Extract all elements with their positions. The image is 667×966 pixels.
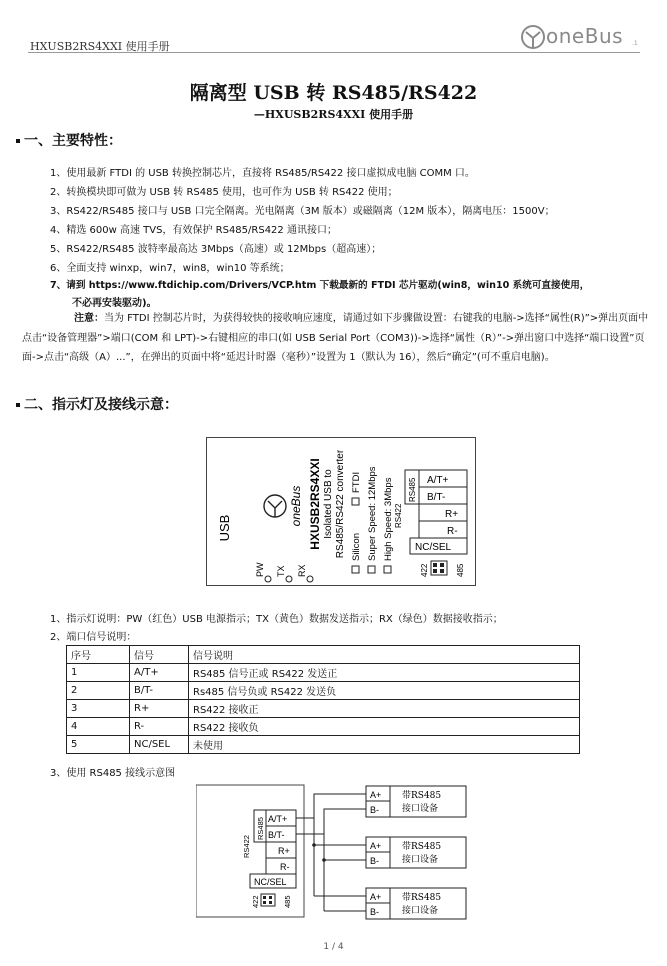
- table-row: 2 B/T- Rs485 信号负或 RS422 发送负: [67, 682, 580, 700]
- opt-ftdi: FTDI: [351, 471, 362, 493]
- term-r-plus: R+: [445, 509, 459, 520]
- signal-table: [66, 645, 580, 754]
- opt-silicon-checkbox: [352, 566, 359, 573]
- table-row: 1 A/T+ RS485 信号正或 RS422 发送正: [67, 664, 580, 682]
- svg-text:带RS485: 带RS485: [402, 893, 442, 903]
- feature-item: 2、转换模块即可做为 USB 转 RS485 使用，也可作为 USB 转 RS422 使用；: [50, 187, 398, 198]
- led-tx-label: TX: [276, 565, 286, 577]
- feature-item-driver: 7、请到 https://www.ftdichip.com/Drivers/VCP.htm 下载最新的 FTDI 芯片驱动(win8，win10 系统可直接使用，: [50, 280, 590, 291]
- wiring-diagram: [196, 784, 472, 922]
- feature-item: 1、使用最新 FTDI 的 USB 转换控制芯片，直接将 RS485/RS422 接口虚拟成电脑 COMM 口。: [50, 168, 475, 179]
- board-brand: oneBus: [289, 485, 303, 527]
- onebus-logo: [520, 22, 640, 52]
- w-term-bt: B/T-: [268, 830, 285, 840]
- section-bullet-icon: [16, 403, 20, 407]
- lbl-rs485: RS485: [408, 477, 417, 502]
- led-tx-icon: [286, 576, 292, 582]
- note-label: 注意：: [74, 313, 104, 324]
- board-desc1: Isolated USB to: [323, 469, 334, 539]
- feature-item: 3、RS422/RS485 接口与 USB 口完全隔离。光电隔离（3M 版本）或磁隔离（12M 版本），隔离电压：1500V；: [50, 206, 555, 217]
- w-jp-485: 485: [283, 895, 292, 908]
- table-row: 4 R- RS422 接收负: [67, 718, 580, 736]
- jp-422: 422: [420, 563, 429, 577]
- jp-485: 485: [456, 563, 465, 577]
- svg-text:B-: B-: [370, 856, 379, 866]
- feature-item: 5、RS422/RS485 波特率最高达 3Mbps（高速）或 12Mbps（超高速）；: [50, 244, 382, 255]
- table-row: 3 R+ RS422 接收正: [67, 700, 580, 718]
- svg-text:B-: B-: [370, 907, 379, 917]
- table-header: 信号说明: [189, 646, 580, 664]
- page-number: 1 / 4: [323, 942, 344, 952]
- led-rx-label: RX: [297, 564, 307, 577]
- table-header: 信号: [130, 646, 189, 664]
- board-desc2: RS485/RS422 converter: [335, 449, 346, 559]
- svg-text:带RS485: 带RS485: [402, 842, 442, 852]
- board-diagram: [206, 437, 476, 586]
- w-jp-422: 422: [251, 895, 260, 908]
- w-lbl-rs422: RS422: [242, 835, 251, 858]
- board-usb-label: USB: [217, 514, 232, 542]
- svg-text:A+: A+: [370, 790, 382, 800]
- feature-item-driver-cont: 不必再安装驱动)。: [72, 298, 157, 309]
- note-text: 当为 FTDI 控制芯片时，为获得较快的接收响应速度，请通过如下步骤做设置：右键我的电脑->选择“属性(R)”>弹出页面中点击“设备管理器”>端口(COM 和 LPT)->右键相应的串口(如 USB Serial Port（COM3))->选择“属性（R）”->弹出窗口中选择“端口设置”页面->点击“高级（A）...”，在弹出的页面中将“延迟计时器（毫秒）”设置为 1（默认为 16），然后“确定”(可不重启电脑)。: [22, 313, 649, 363]
- svg-text:B-: B-: [370, 805, 379, 815]
- table-row: 5 NC/SEL 未使用: [67, 736, 580, 754]
- lbl-rs422: RS422: [394, 503, 403, 528]
- page-subtitle: —HXUSB2RS4XXI 使用手册: [253, 108, 414, 121]
- term-at: A/T+: [427, 475, 449, 486]
- svg-text:A+: A+: [370, 841, 382, 851]
- opt-high-checkbox: [384, 566, 391, 573]
- logo-text: oneBus: [546, 24, 624, 48]
- svg-text:接口设备: 接口设备: [402, 855, 439, 865]
- opt-super-checkbox: [368, 566, 375, 573]
- w-term-nc: NC/SEL: [254, 877, 287, 887]
- led-pw-icon: [265, 576, 271, 582]
- w-term-r-minus: R-: [280, 862, 290, 872]
- w-lbl-rs485: RS485: [256, 817, 265, 840]
- feature-item: 6、全面支持 winxp，win7，win8，win10 等系统；: [50, 263, 290, 274]
- onebus-board-logo-icon: [264, 495, 286, 517]
- led-description: 1、指示灯说明：PW（红色）USB 电源指示；TX（黄色）数据发送指示；RX（绿色）数据接收指示；: [50, 614, 503, 625]
- header-doc-label: HXUSB2RS4XXI 使用手册: [30, 40, 170, 53]
- svg-text:接口设备: 接口设备: [402, 906, 439, 916]
- logo-mark: .1: [632, 40, 638, 47]
- table-header-row: [67, 646, 580, 664]
- term-r-minus: R-: [447, 526, 458, 537]
- term-nc: NC/SEL: [415, 542, 452, 553]
- svg-text:接口设备: 接口设备: [402, 804, 439, 814]
- opt-silicon: Silicon: [351, 533, 362, 561]
- svg-text:带RS485: 带RS485: [402, 791, 442, 801]
- wiring-title: 3、使用 RS485 接线示意图: [50, 768, 176, 779]
- led-pw-label: PW: [255, 562, 265, 577]
- w-term-at: A/T+: [268, 814, 288, 824]
- page-title: 隔离型 USB 转 RS485/RS422: [189, 82, 478, 104]
- section1-heading: 一、主要特性：: [16, 130, 122, 150]
- section-bullet-icon: [16, 139, 20, 143]
- table-header: 序号: [67, 646, 130, 664]
- w-term-r-plus: R+: [278, 846, 290, 856]
- section2-heading: 二、指示灯及接线示意：: [16, 394, 178, 414]
- opt-ftdi-checkbox: [352, 498, 359, 505]
- feature-item: 4、精选 600w 高速 TVS，有效保护 RS485/RS422 通讯接口；: [50, 225, 337, 236]
- port-signal-title: 2、端口信号说明：: [50, 632, 137, 643]
- led-rx-icon: [307, 576, 313, 582]
- opt-high: High Speed: 3Mbps: [383, 477, 394, 561]
- svg-text:A+: A+: [370, 892, 382, 902]
- opt-super: Super Speed: 12Mbps: [367, 466, 378, 561]
- onebus-logo-icon: [520, 22, 546, 52]
- term-bt: B/T-: [427, 492, 446, 503]
- board-model: HXUSB2RS4XXI: [308, 458, 322, 550]
- header-divider: [28, 52, 640, 53]
- driver-note: [22, 309, 656, 368]
